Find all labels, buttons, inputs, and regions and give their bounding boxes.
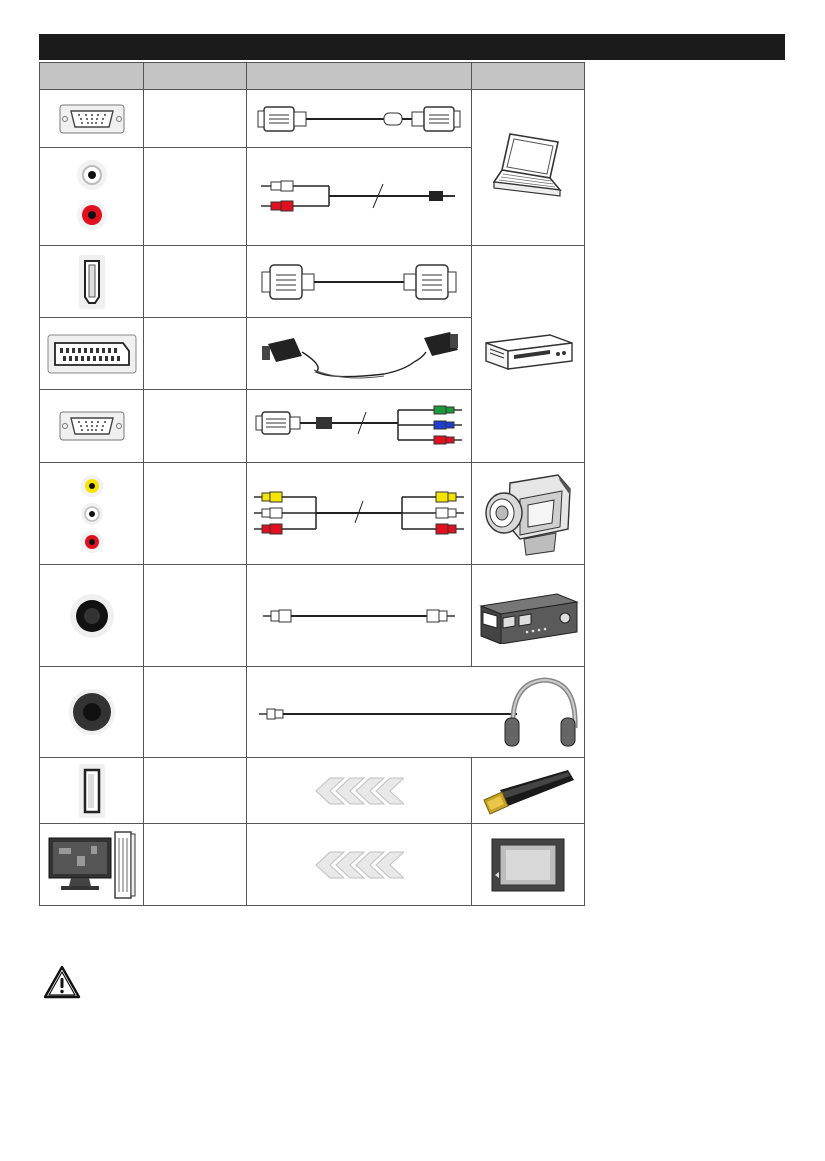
coaxial-cable-icon: [259, 604, 459, 628]
type-cell: [144, 463, 247, 565]
dvd-player-icon: [480, 329, 576, 379]
av-rca-port-icon: [77, 472, 107, 556]
device-cell: [472, 565, 585, 667]
connector-cell: [40, 824, 144, 906]
vga-to-component-cable-icon: [252, 402, 466, 450]
connector-cell: [40, 390, 144, 463]
vga-port-icon: [59, 411, 125, 441]
hdmi-cable-icon: [254, 259, 464, 305]
connector-cell: [40, 246, 144, 318]
spdif-port-icon: [67, 591, 117, 641]
usb-stick-icon: [478, 766, 578, 816]
cable-cell: [247, 667, 585, 758]
laptop-icon: [488, 128, 568, 208]
camcorder-icon: [480, 469, 576, 559]
warning-triangle-icon: [42, 964, 82, 1000]
type-cell: [144, 565, 247, 667]
device-cell: [472, 824, 585, 906]
connector-cell: [40, 667, 144, 758]
header-connector: [40, 63, 144, 90]
table-row: [40, 824, 585, 906]
type-cell: [144, 758, 247, 824]
connector-cell: [40, 90, 144, 148]
section-title-bar: [39, 34, 785, 60]
table-row: [40, 758, 585, 824]
scart-port-icon: [47, 334, 137, 374]
cable-cell: [247, 148, 472, 246]
header-cables: [247, 63, 472, 90]
cable-cell: [247, 246, 472, 318]
table-row: [40, 667, 585, 758]
type-cell: [144, 667, 247, 758]
type-cell: [144, 390, 247, 463]
connection-table: [39, 62, 585, 906]
cable-cell: [247, 463, 472, 565]
cable-cell: [247, 758, 472, 824]
cable-cell: [247, 824, 472, 906]
type-cell: [144, 246, 247, 318]
connector-cell: [40, 565, 144, 667]
type-cell: [144, 90, 247, 148]
headphone-cable-icon: [247, 668, 583, 757]
table-row: [40, 90, 585, 148]
usb-port-icon: [77, 762, 107, 820]
headphones-icon: [505, 680, 575, 746]
header-device: [472, 63, 585, 90]
table-header-row: [40, 63, 585, 90]
ci-slot-icon: [45, 830, 139, 900]
cable-cell: [247, 390, 472, 463]
device-cell: [472, 758, 585, 824]
connector-cell: [40, 148, 144, 246]
table-row: [40, 246, 585, 318]
amplifier-icon: [475, 588, 581, 644]
ci-module-icon: [488, 835, 568, 895]
cable-cell: [247, 318, 472, 390]
type-cell: [144, 318, 247, 390]
rca-to-jack-cable-icon: [259, 172, 459, 222]
connector-cell: [40, 758, 144, 824]
device-cell: [472, 463, 585, 565]
device-cell: [472, 246, 585, 463]
table-row: [40, 565, 585, 667]
headphone-port-icon: [66, 686, 118, 738]
insert-arrows-icon: [314, 776, 404, 806]
connector-cell: [40, 318, 144, 390]
type-cell: [144, 148, 247, 246]
connector-cell: [40, 463, 144, 565]
av-rca-cable-icon: [252, 489, 466, 539]
vga-cable-icon: [254, 99, 464, 139]
table-row: [40, 463, 585, 565]
vga-port-icon: [59, 104, 125, 134]
audio-rca-port-icon: [72, 157, 112, 237]
scart-cable-icon: [254, 326, 464, 382]
cable-cell: [247, 565, 472, 667]
header-type: [144, 63, 247, 90]
device-cell: [472, 90, 585, 246]
cable-cell: [247, 90, 472, 148]
hdmi-port-icon: [77, 253, 107, 311]
type-cell: [144, 824, 247, 906]
insert-arrows-icon: [314, 850, 404, 880]
